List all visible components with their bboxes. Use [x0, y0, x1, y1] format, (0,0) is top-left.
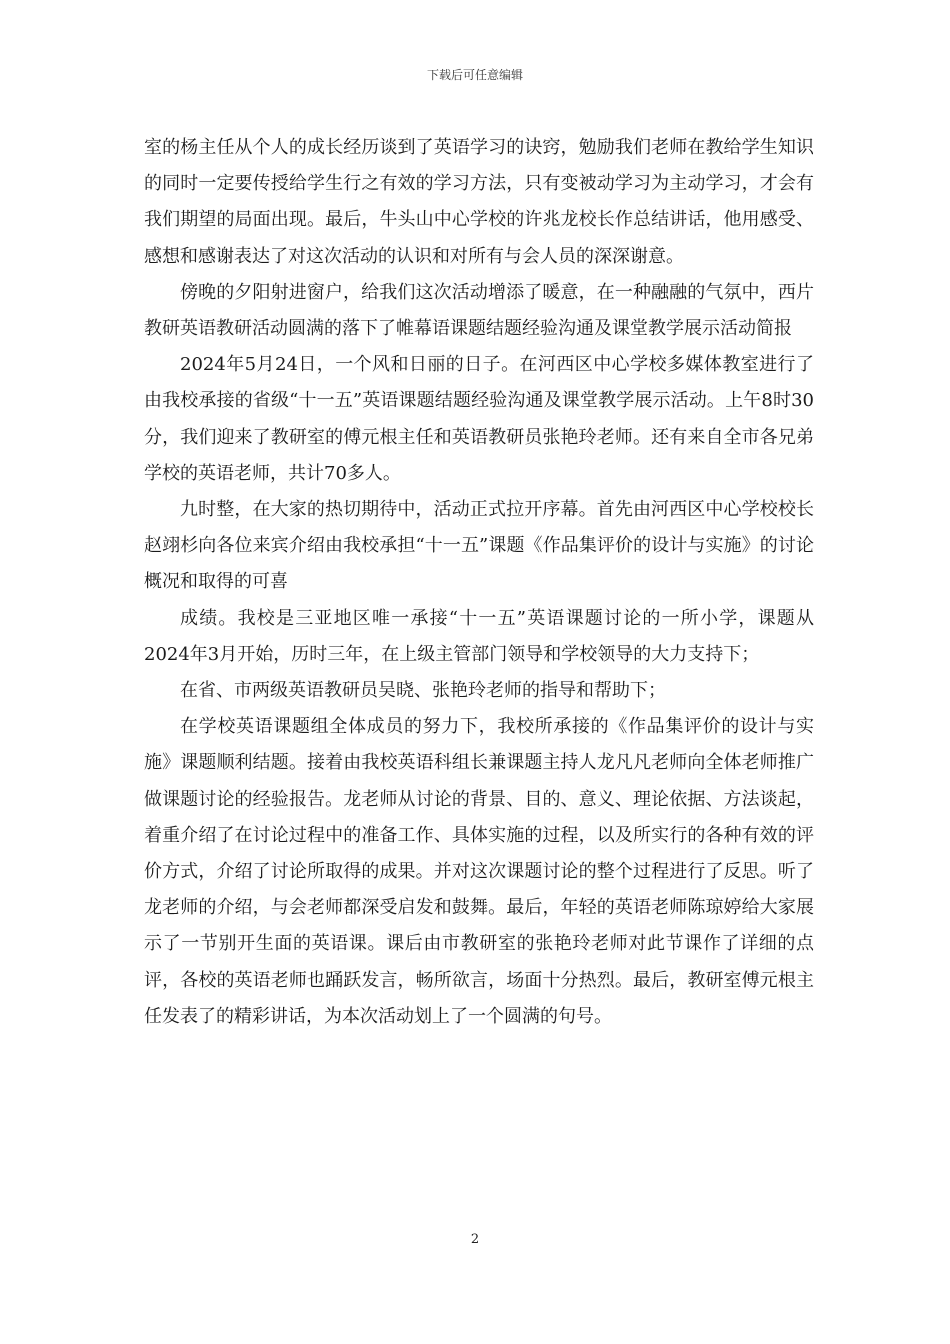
paragraph-achievement: 成绩。我校是三亚地区唯一承接“十一五”英语课题讨论的一所小学，课题从2024年3月开始，历时三年，在上级主管部门领导和学校领导的大力支持下；	[144, 607, 814, 665]
paragraph-continuation: 室的杨主任从个人的成长经历谈到了英语学习的诀窍，勉励我们老师在教给学生知识的同时一定要传授给学生行之有效的学习方法，只有变被动学习为主动学习，才会有我们期望的局面出现。最后，牛头山中心学校的许兆龙校长作总结讲话，他用感受、感想和感谢表达了对这次活动的认识和对所有与会人员的深深谢意。	[144, 137, 814, 267]
paragraph-guidance: 在省、市两级英语教研员吴晓、张艳玲老师的指导和帮助下；	[180, 680, 666, 702]
page-number: 2	[470, 1232, 480, 1247]
paragraph-opening: 九时整，在大家的热切期待中，活动正式拉开序幕。首先由河西区中心学校校长赵翊杉向各位来宾介绍由我校承担“十一五”课题《作品集评价的设计与实施》的讨论概况和取得的可喜	[144, 499, 814, 593]
document-body	[144, 130, 814, 1035]
paragraph-evening: 傍晚的夕阳射进窗户，给我们这次活动增添了暖意，在一种融融的气氛中，西片教研英语教研活动圆满的落下了帷幕语课题结题经验沟通及课堂教学展示活动简报	[144, 281, 814, 340]
paragraph-date: 2024年5月24日，一个风和日丽的日子。在河西区中心学校多媒体教室进行了由我校承接的省级“十一五”英语课题结题经验沟通及课堂教学展示活动。上午8时30分，我们迎来了教研室的傅元根主任和英语教研员张艳玲老师。还有来自全市各兄弟学校的英语老师，共计70多人。	[144, 354, 814, 484]
paragraph-conclusion: 在学校英语课题组全体成员的努力下，我校所承接的《作品集评价的设计与实施》课题顺利结题。接着由我校英语科组长兼课题主持人龙凡凡老师向全体老师推广做课题讨论的经验报告。龙老师从讨论的背景、目的、意义、理论依据、方法谈起，着重介绍了在讨论过程中的准备工作、具体实施的过程，以及所实行的各种有效的评价方式，介绍了讨论所取得的成果。并对这次课题讨论的整个过程进行了反思。听了龙老师的介绍，与会老师都深受启发和鼓舞。最后，年轻的英语老师陈琼婷给大家展示了一节别开生面的英语课。课后由市教研室的张艳玲老师对此节课作了详细的点评，各校的英语老师也踊跃发言，畅所欲言，场面十分热烈。最后，教研室傅元根主任发表了的精彩讲话，为本次活动划上了一个圆满的句号。	[144, 716, 814, 1027]
page-header-note: 下载后可任意编辑	[426, 68, 523, 82]
